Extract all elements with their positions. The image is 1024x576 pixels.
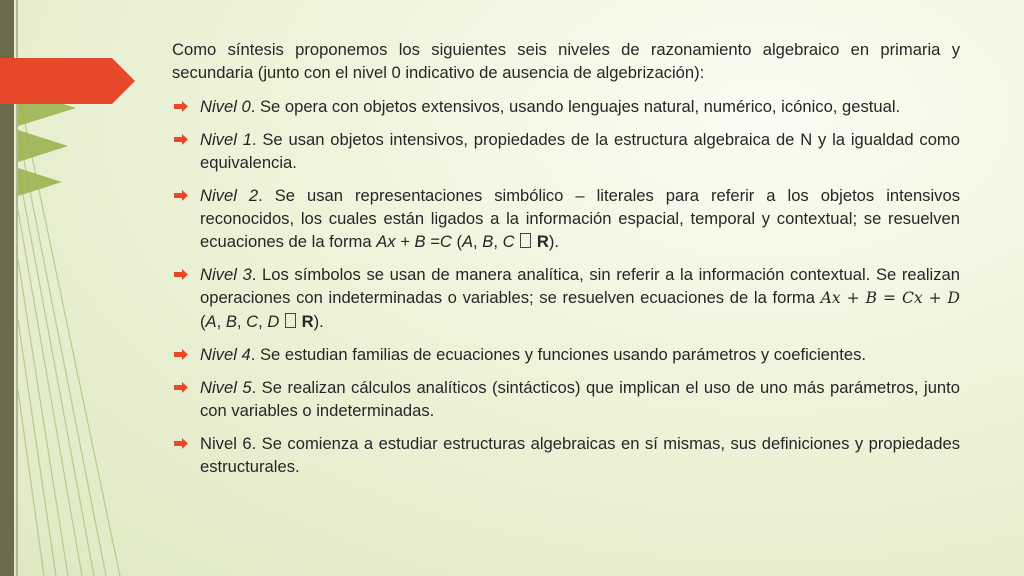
level-description: . Se estudian familias de ecuaciones y funciones usando parámetros y coeficientes. <box>250 345 866 364</box>
list-item-nivel-6 <box>172 432 960 478</box>
level-description: . Los símbolos se usan de manera analítica, sin referir a la información contextual. Se realizan operaciones con indeterminadas o variables; se resuelven ecuaciones de la forma <box>200 265 960 307</box>
level-name: Nivel 2 <box>200 186 259 205</box>
param-a: A <box>205 312 217 331</box>
slide-content <box>172 38 960 488</box>
params-open: ( <box>451 232 462 251</box>
level-name: Nivel 5 <box>200 378 252 397</box>
param-a: A <box>461 232 474 251</box>
level-name: Nivel 1 <box>200 130 252 149</box>
list-item-nivel-1 <box>172 128 960 174</box>
param-b: B <box>482 232 494 251</box>
arrow-right-icon <box>174 382 188 393</box>
level-description: . Se opera con objetos extensivos, usando lenguajes natural, numérico, icónico, gestual. <box>250 97 901 116</box>
level-description: Nivel 6. Se comienza a estudiar estructuras algebraicas en sí mismas, sus definiciones y propiedades estructurales. <box>200 434 960 476</box>
level-name: Nivel 4 <box>200 345 251 364</box>
list-item-nivel-3: Nivel 3. Los símbolos se usan de manera analítica, sin referir a la información contextual. Se realizan operaciones con indeterminadas o variables; se resuelven ecuaciones de la forma Ax + B = Cx + D (A, B, C, D R). <box>172 263 960 333</box>
arrow-right-icon <box>174 190 188 201</box>
level-name: Nivel 0 <box>200 97 251 116</box>
param-d: D <box>267 312 280 331</box>
list-item-nivel-4 <box>172 343 960 366</box>
arrow-right-icon <box>174 134 188 145</box>
list-item-nivel-0 <box>172 95 960 118</box>
levels-list <box>172 95 960 478</box>
real-numbers-symbol: R <box>536 232 549 251</box>
arrow-right-icon <box>174 269 188 280</box>
level-description: . Se usan objetos intensivos, propiedades de la estructura algebraica de N y la igualdad como equivalencia. <box>200 130 960 172</box>
missing-glyph-icon <box>285 313 296 328</box>
decorative-pennants <box>18 90 128 576</box>
real-numbers-symbol: R <box>301 312 314 331</box>
level-description: . Se realizan cálculos analíticos (sintácticos) que implican el uso de uno más parámetros, junto con variables o indeterminadas. <box>200 378 960 420</box>
equation: Ax + B = Cx + D <box>820 289 960 307</box>
arrow-right-icon <box>174 101 188 112</box>
param-c: C <box>502 232 515 251</box>
intro-paragraph: Como síntesis proponemos los siguientes seis niveles de razonamiento algebraico en primaria y secundaria (junto con el nivel 0 indicativo de ausencia de algebrización): <box>172 40 960 82</box>
red-arrow-banner <box>0 58 135 104</box>
params-close: ). <box>313 312 324 331</box>
param-c: C <box>246 312 259 331</box>
list-item-nivel-2: Nivel 2. Se usan representaciones simbólico – literales para referir a los objetos intensivos reconocidos, los cuales están ligados a la información espacial, temporal y contextual; se resuelven ecuaciones de la forma Ax + B =C (A, B, C R). <box>172 184 960 253</box>
missing-glyph-icon <box>520 233 531 248</box>
arrow-right-icon <box>174 349 188 360</box>
arrow-right-icon <box>174 438 188 449</box>
level-description: . Se usan representaciones simbólico – literales para referir a los objetos intensivos reconocidos, los cuales están ligados a la información espacial, temporal y contextual; se resuelven ecuaciones de la forma <box>200 186 960 251</box>
params-open: ( <box>200 312 206 331</box>
level-name: Nivel 3 <box>200 265 252 284</box>
list-item-nivel-5 <box>172 376 960 422</box>
params-close: ). <box>548 232 559 251</box>
equation: Ax + B =C <box>376 232 452 251</box>
param-b: B <box>225 312 237 331</box>
